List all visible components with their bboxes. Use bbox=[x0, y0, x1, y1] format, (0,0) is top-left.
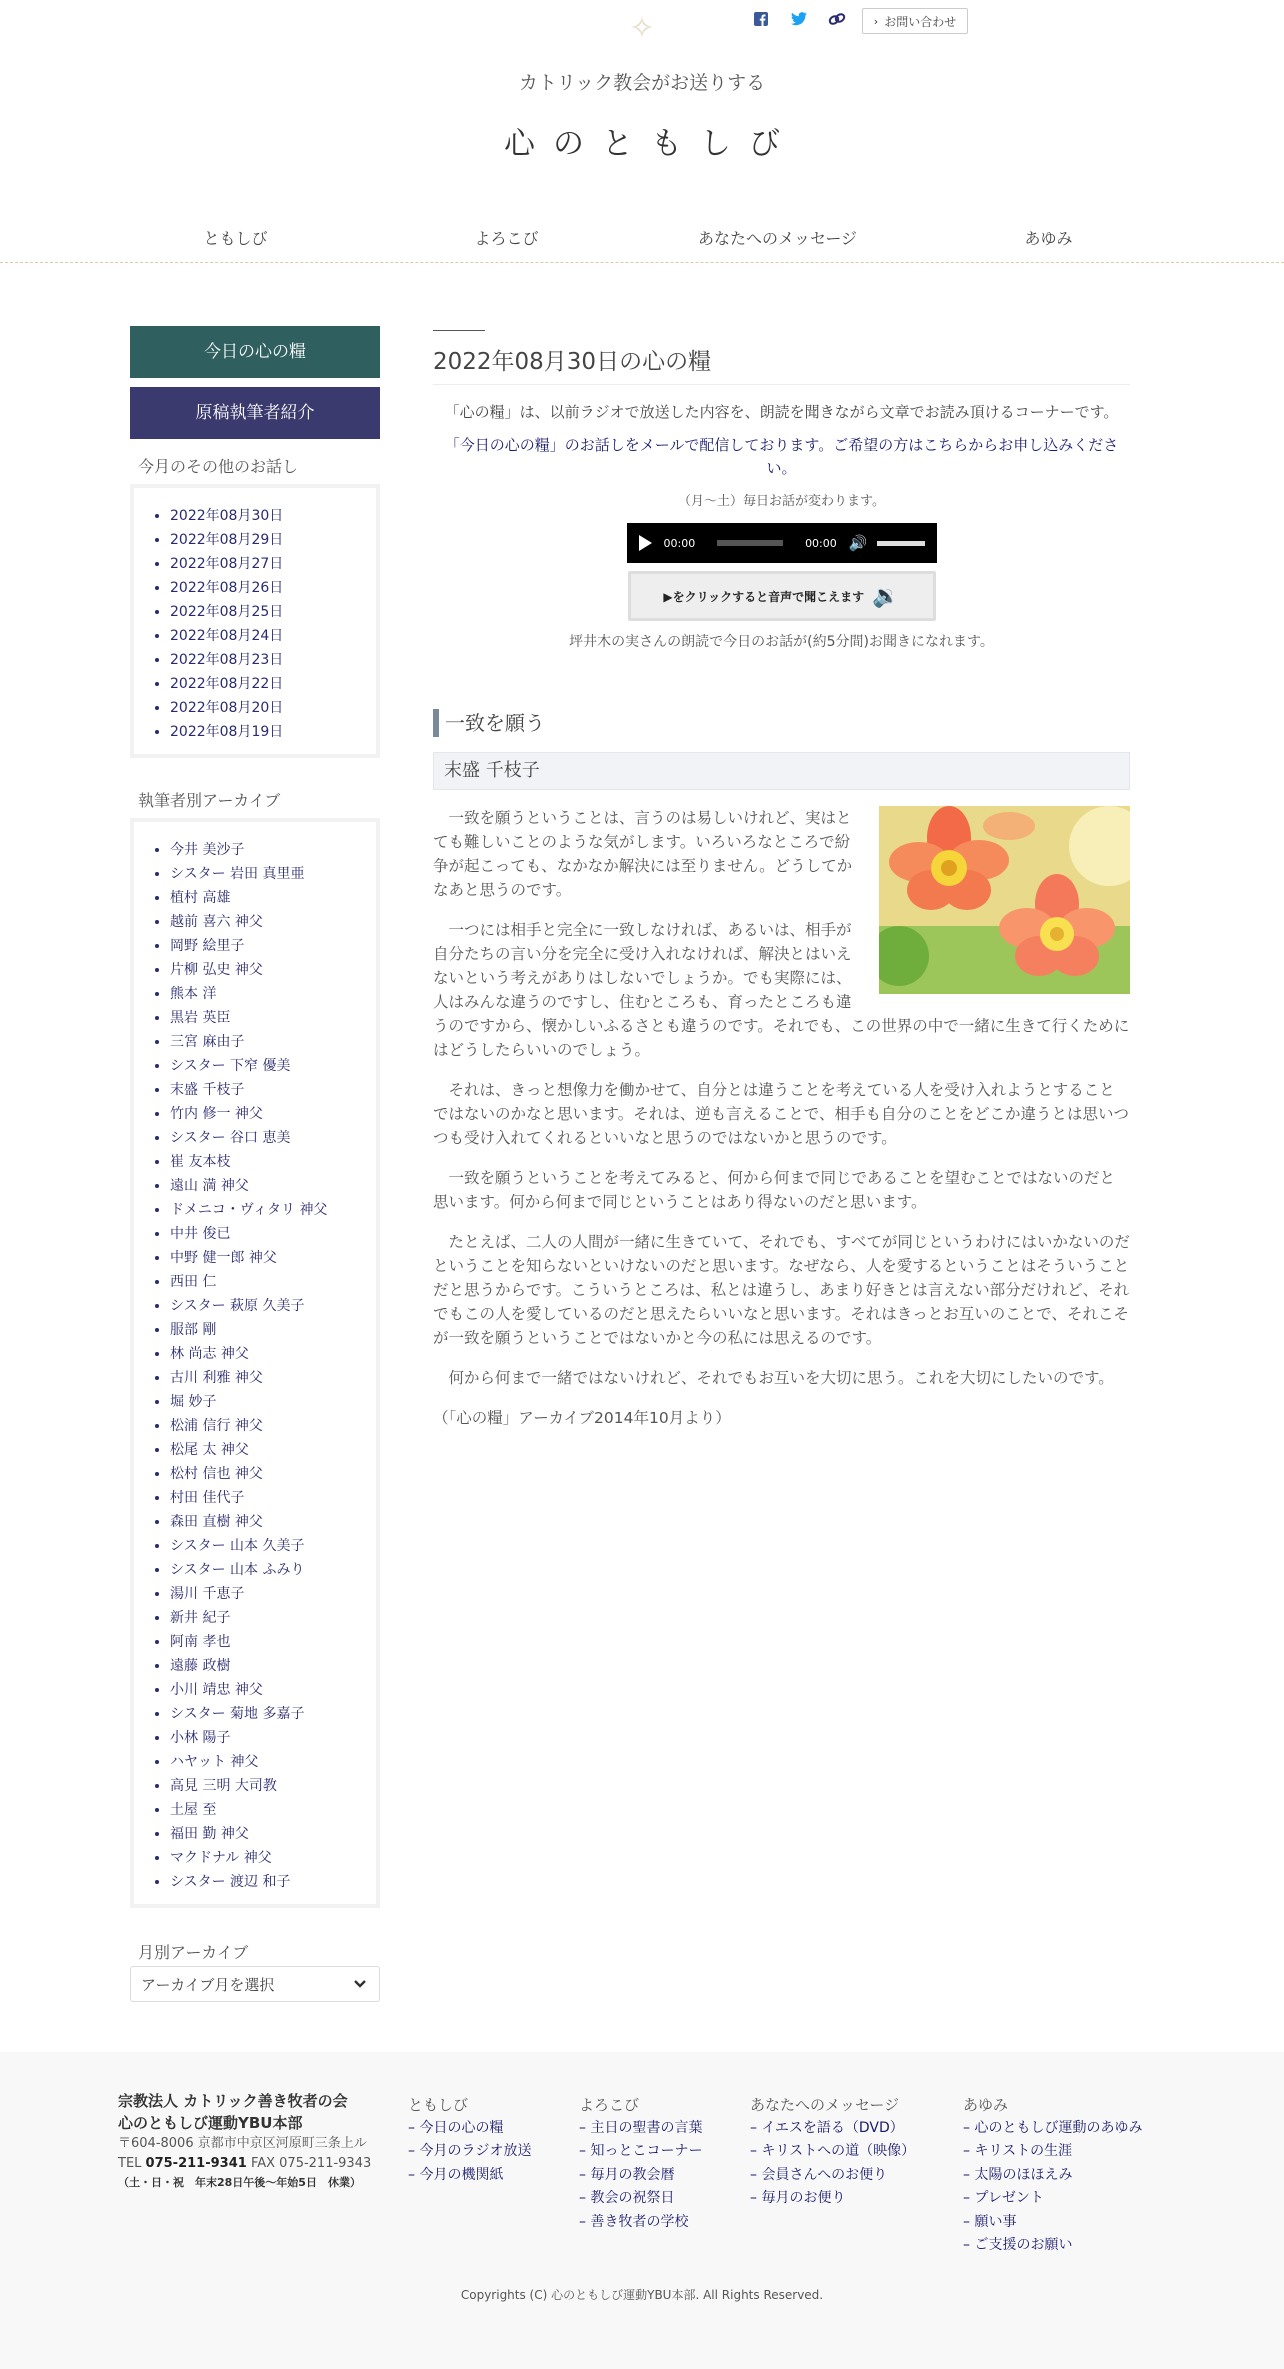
month-list-item-link[interactable]: 2022年08月29日 bbox=[170, 532, 284, 548]
dash-icon: – bbox=[579, 2166, 591, 2183]
author-list-item-link[interactable]: 植村 高雄 bbox=[170, 890, 231, 906]
paragraph: それは、きっと想像力を働かせて、自分とは違うことを考えている人を受け入れようとすることではないのかなと思います。それは、逆も言えることで、相手も自分のことをどこか違うとは思いつつも受け入れてくれるといいなと思うのではないかと思うのです。 bbox=[433, 1081, 1129, 1147]
author-list-item-link[interactable]: 松村 信也 神父 bbox=[170, 1466, 263, 1482]
author-list-item bbox=[170, 1654, 376, 1678]
footer-link-label: 今月の機関紙 bbox=[419, 2166, 504, 2183]
month-list-item bbox=[170, 696, 376, 720]
footer-link-label: ご支援のお願い bbox=[974, 2237, 1073, 2254]
footer-link-item[interactable] bbox=[408, 2164, 531, 2187]
author-list-item bbox=[170, 1006, 376, 1030]
footer-link-item[interactable] bbox=[579, 2164, 702, 2187]
paragraph: 何から何まで一緒ではないけれど、それでもお互いを大切に思う。これを大切にしたいのです。 bbox=[448, 1369, 1114, 1387]
dash-icon: – bbox=[963, 2213, 975, 2230]
month-archive-select-value: アーカイブ月を選択 bbox=[141, 1975, 275, 1994]
footer-link-label: 心のともしび運動のあゆみ bbox=[974, 2120, 1143, 2136]
footer-col-tomoshibi bbox=[408, 2093, 531, 2187]
footer-link-label: 知っとこコーナー bbox=[590, 2143, 703, 2160]
month-list-item-link[interactable]: 2022年08月27日 bbox=[170, 556, 284, 572]
paragraph: 一つには相手と完全に一致しなければ、あるいは、相手が自分たちの言い分を完全に受け入れなければ、解決とはいえないという考えがありはしないでしょうか。でも実際には、人はみんな違うのですし、住むところも、育ったところも違うのですから、懐かしいふるさとも違うのです。それでも、この世界の中で一緒に生きて行くためにはどうしたらいいのでしょう。 bbox=[433, 921, 1130, 1059]
dash-icon: – bbox=[963, 2237, 975, 2254]
author-list-item bbox=[170, 1438, 376, 1462]
author-list-item-link[interactable]: 林 尚志 神父 bbox=[170, 1346, 249, 1362]
author-list-item-link[interactable]: 小川 靖忠 神父 bbox=[170, 1682, 263, 1698]
footer-link-label: 毎月の教会暦 bbox=[590, 2166, 675, 2183]
footer-col-heading: あゆみ bbox=[963, 2096, 1009, 2114]
author-list-item bbox=[170, 1222, 376, 1246]
author-list-item-link[interactable]: 土屋 至 bbox=[170, 1802, 217, 1818]
footer-link-label: 今月のラジオ放送 bbox=[419, 2143, 532, 2160]
author-list-item-link[interactable]: 岡野 絵里子 bbox=[170, 938, 245, 954]
footer-link-label: イエスを語る（DVD） bbox=[761, 2120, 904, 2136]
author-list-item-link[interactable]: 村田 佳代子 bbox=[170, 1490, 245, 1506]
nav-item-ayumi[interactable]: あゆみ bbox=[1024, 229, 1073, 248]
today-kokoro-button[interactable]: 今日の心の糧 bbox=[130, 326, 380, 378]
author-list-item-link[interactable]: シスター 渡辺 和子 bbox=[170, 1874, 291, 1890]
author-list-item-link[interactable]: 遠山 満 神父 bbox=[170, 1178, 249, 1194]
footer-col-heading: ともしび bbox=[408, 2096, 469, 2114]
site-title[interactable]: 心のともしび bbox=[504, 126, 798, 162]
author-list-item bbox=[170, 1342, 376, 1366]
chevron-down-icon bbox=[353, 1979, 367, 1989]
author-list-item bbox=[170, 1726, 376, 1750]
chevron-right-icon: › bbox=[873, 14, 879, 28]
org-sub: 心のともしび運動YBU本部 bbox=[118, 2114, 303, 2132]
author-list-item bbox=[170, 934, 376, 958]
dash-icon: – bbox=[408, 2120, 420, 2136]
author-list-item-link[interactable]: 西田 仁 bbox=[170, 1274, 217, 1290]
title-rule bbox=[433, 330, 485, 331]
author-list-item bbox=[170, 1702, 376, 1726]
author-list-item-link[interactable]: シスター 山本 久美子 bbox=[170, 1538, 305, 1554]
author-list-item bbox=[170, 1150, 376, 1174]
author-list-item-link[interactable]: 松浦 信行 神父 bbox=[170, 1418, 263, 1434]
author-list-item bbox=[170, 1822, 376, 1846]
footer-link-item[interactable] bbox=[408, 2117, 531, 2140]
author-list-item-link[interactable]: 小林 陽子 bbox=[170, 1730, 231, 1746]
author-list-item bbox=[170, 886, 376, 910]
author-list-item-link[interactable]: 森田 直樹 神父 bbox=[170, 1514, 263, 1530]
nav-item-tomoshibi[interactable]: ともしび bbox=[203, 229, 268, 248]
author-list-item-link[interactable]: マクドナル 神父 bbox=[170, 1850, 272, 1866]
volume-icon[interactable]: 🔊 bbox=[848, 534, 868, 552]
section-title: 一致を願う bbox=[433, 709, 1130, 737]
author-name: 末盛 千枝子 bbox=[433, 752, 1130, 790]
author-list-item bbox=[170, 1390, 376, 1414]
month-list-item-link[interactable]: 2022年08月23日 bbox=[170, 652, 284, 668]
author-list-item-link[interactable]: 遠藤 政樹 bbox=[170, 1658, 231, 1674]
tel-number[interactable]: 075-211-9341 bbox=[145, 2156, 247, 2171]
global-nav bbox=[100, 222, 1184, 256]
author-list-item-link[interactable]: シスター 菊地 多嘉子 bbox=[170, 1706, 305, 1722]
intro-text: 「心の糧」は、以前ラジオで放送した内容を、朗読を聞きながら文章でお読み頂けるコーナーです。 bbox=[444, 403, 1119, 421]
month-list-item bbox=[170, 528, 376, 552]
author-list-item-link[interactable]: 古川 利雅 神父 bbox=[170, 1370, 263, 1386]
author-list-item-link[interactable]: 今井 美沙子 bbox=[170, 842, 245, 858]
footer-link-item[interactable] bbox=[963, 2211, 1142, 2234]
footer-link-item[interactable] bbox=[579, 2187, 702, 2210]
dash-icon: – bbox=[579, 2120, 591, 2136]
paragraph: たとえば、二人の人間が一緒に生きていて、それでも、すべてが同じというわけにはいかないのだということを知らないといけないのだと思います。なぜなら、人を愛するということはそういうことだと思うからです。こういうところは、私とは違うし、あまり好きとは言えない部分だけれど、それでもこの人を愛しているのだと思えたらいいなと思います。それはきっとお互いのことで、それこそが一致を願うということではないかと今の私には思えるのです。 bbox=[433, 1233, 1130, 1347]
author-archive-list bbox=[130, 818, 380, 1908]
author-list-item bbox=[170, 1030, 376, 1054]
author-list-item-link[interactable]: ドメニコ・ヴィタリ 神父 bbox=[170, 1202, 328, 1218]
footer-col-heading: よろこび bbox=[579, 2096, 640, 2114]
copyright: Copyrights (C) 心のともしび運動YBU本部. All Rights Reserved. bbox=[460, 2288, 824, 2302]
month-list-item bbox=[170, 720, 376, 744]
author-list-item bbox=[170, 958, 376, 982]
footer-col-message bbox=[750, 2093, 915, 2211]
audio-player bbox=[627, 523, 937, 563]
star-ornament-icon: ✧ bbox=[629, 11, 655, 46]
author-list-item-link[interactable]: シスター 下窄 優美 bbox=[170, 1058, 291, 1074]
nav-item-message[interactable]: あなたへのメッセージ bbox=[697, 229, 858, 248]
month-archive-heading: 月別アーカイブ bbox=[138, 1943, 249, 1962]
author-list-item-link[interactable]: 竹内 修一 神父 bbox=[170, 1106, 263, 1122]
facebook-icon[interactable] bbox=[750, 8, 772, 30]
audio-progress-bar[interactable] bbox=[717, 540, 783, 546]
month-list-item bbox=[170, 600, 376, 624]
footer-link-label: 願い事 bbox=[974, 2213, 1017, 2230]
author-list-item-link[interactable]: 高見 三明 大司教 bbox=[170, 1778, 277, 1794]
author-list-item-link[interactable]: 新井 紀子 bbox=[170, 1610, 231, 1626]
author-list-item bbox=[170, 1798, 376, 1822]
author-list-item-link[interactable]: シスター 山本 ふみり bbox=[170, 1562, 305, 1578]
author-list-item-link[interactable]: 堀 妙子 bbox=[170, 1394, 217, 1410]
footer-link-item[interactable] bbox=[750, 2117, 915, 2140]
author-list-item bbox=[170, 1750, 376, 1774]
contact-button[interactable] bbox=[862, 8, 968, 34]
author-list-item bbox=[170, 1366, 376, 1390]
month-list-item bbox=[170, 624, 376, 648]
footer-col-heading: あなたへのメッセージ bbox=[750, 2096, 900, 2114]
author-list-item-link[interactable]: 片柳 弘史 神父 bbox=[170, 962, 263, 978]
author-list-item bbox=[170, 838, 376, 862]
month-other-list bbox=[130, 484, 380, 758]
author-list-item-link[interactable]: 阿南 孝也 bbox=[170, 1634, 231, 1650]
author-list-item bbox=[170, 1870, 376, 1894]
author-list-item bbox=[170, 1846, 376, 1870]
footer-link-item[interactable] bbox=[579, 2140, 702, 2163]
footer-link-item[interactable] bbox=[579, 2211, 702, 2234]
dash-icon: – bbox=[963, 2143, 975, 2160]
month-list-item-link[interactable]: 2022年08月26日 bbox=[170, 580, 284, 596]
listen-banner-label: ▶をクリックすると音声で聞こえます bbox=[663, 589, 865, 604]
footer bbox=[0, 2052, 1284, 2369]
footer-link-item[interactable] bbox=[963, 2187, 1142, 2210]
footer-link-item[interactable] bbox=[750, 2187, 915, 2210]
month-list-item-link[interactable]: 2022年08月30日 bbox=[170, 508, 284, 524]
nav-divider bbox=[0, 262, 1284, 263]
author-list-item-link[interactable]: シスター 岩田 真里亜 bbox=[170, 866, 305, 882]
author-list-item-link[interactable]: 松尾 太 神父 bbox=[170, 1442, 249, 1458]
month-list-item bbox=[170, 648, 376, 672]
author-list-item bbox=[170, 1534, 376, 1558]
month-list-item-link[interactable]: 2022年08月22日 bbox=[170, 676, 284, 692]
author-list-item bbox=[170, 1606, 376, 1630]
site-subtitle: カトリック教会がお送りする bbox=[518, 72, 766, 94]
author-list-item-link[interactable]: 末盛 千枝子 bbox=[170, 1082, 245, 1098]
author-list-item-link[interactable]: 黒岩 英臣 bbox=[170, 1010, 231, 1026]
author-list-item-link[interactable]: 越前 喜六 神父 bbox=[170, 914, 263, 930]
author-list-item bbox=[170, 1462, 376, 1486]
footer-link-label: 太陽のほほえみ bbox=[974, 2166, 1073, 2183]
author-list-item bbox=[170, 1174, 376, 1198]
dash-icon: – bbox=[750, 2166, 762, 2183]
dash-icon: – bbox=[750, 2190, 762, 2207]
listen-banner[interactable] bbox=[628, 571, 936, 621]
footer-link-label: 善き牧者の学校 bbox=[590, 2213, 689, 2230]
total-time: 00:00 bbox=[805, 536, 837, 550]
contact-button-label: お問い合わせ bbox=[884, 14, 957, 29]
footer-link-label: 会員さんへのお便り bbox=[761, 2166, 888, 2183]
footer-col-yorokobi bbox=[579, 2093, 702, 2234]
author-archive-heading: 執筆者別アーカイブ bbox=[138, 791, 281, 810]
dash-icon: – bbox=[963, 2120, 975, 2136]
author-list-item-link[interactable]: 中井 俊已 bbox=[170, 1226, 231, 1242]
footer-link-label: 教会の祝祭日 bbox=[590, 2190, 675, 2207]
author-list-item-link[interactable]: 中野 健一郎 神父 bbox=[170, 1250, 277, 1266]
author-list-item-link[interactable]: 熊本 洋 bbox=[170, 986, 217, 1002]
footer-link-item[interactable] bbox=[579, 2117, 702, 2140]
mail-subscribe-link[interactable]: 「今日の心の糧」のお話しをメールで配信しております。ご希望の方はこちらからお申し込みください。 bbox=[444, 436, 1119, 477]
current-time: 00:00 bbox=[663, 536, 696, 550]
month-list-item bbox=[170, 576, 376, 600]
author-list-item bbox=[170, 1102, 376, 1126]
footer-link-item[interactable] bbox=[963, 2164, 1142, 2187]
footer-link-label: 主日の聖書の言葉 bbox=[590, 2120, 703, 2136]
month-list-item bbox=[170, 504, 376, 528]
flower-photo bbox=[879, 806, 1130, 994]
dash-icon: – bbox=[408, 2143, 420, 2160]
author-list-item bbox=[170, 1774, 376, 1798]
footer-link-item[interactable] bbox=[963, 2140, 1142, 2163]
footer-link-item[interactable] bbox=[963, 2234, 1142, 2257]
reader-note: 坪井木の実さんの朗読で今日のお話が(約5分間)お聞きになれます。 bbox=[569, 634, 994, 650]
main-content bbox=[433, 330, 1130, 1446]
fax-number: FAX 075-211-9343 bbox=[250, 2156, 372, 2171]
dash-icon: – bbox=[579, 2143, 591, 2160]
author-list-item-link[interactable]: 福田 勤 神父 bbox=[170, 1826, 249, 1842]
paragraph: 一致を願うということは、言うのは易しいけれど、実はとても難しいことのような気がします。いろいろなところで紛争が起こっても、なかなか解決には至りません。どうしてかなあと思うのです。 bbox=[433, 809, 853, 899]
office-hours: （土・日・祝 年末28日午後〜年始5日 休業） bbox=[118, 2176, 361, 2189]
author-list-item bbox=[170, 910, 376, 934]
author-list-item-link[interactable]: 崔 友本枝 bbox=[170, 1154, 231, 1170]
author-list-item bbox=[170, 1246, 376, 1270]
org-name: 宗教法人 カトリック善き牧者の会 bbox=[118, 2092, 348, 2110]
article-body bbox=[433, 806, 1130, 1430]
author-list-item-link[interactable]: 服部 剛 bbox=[170, 1322, 217, 1338]
author-list-item-link[interactable]: シスター 谷口 恵美 bbox=[170, 1130, 291, 1146]
month-list-item bbox=[170, 552, 376, 576]
footer-link-label: プレゼント bbox=[974, 2190, 1044, 2207]
social-links bbox=[750, 8, 864, 30]
dash-icon: – bbox=[408, 2166, 420, 2183]
month-list-item-link[interactable]: 2022年08月20日 bbox=[170, 700, 284, 716]
author-list-item bbox=[170, 1630, 376, 1654]
author-list-item bbox=[170, 1582, 376, 1606]
author-list-item-link[interactable]: 湯川 千恵子 bbox=[170, 1586, 245, 1602]
dash-icon: – bbox=[750, 2120, 762, 2136]
dash-icon: – bbox=[579, 2190, 591, 2207]
dash-icon: – bbox=[750, 2143, 762, 2160]
footer-link-item[interactable] bbox=[963, 2117, 1142, 2140]
author-list-item bbox=[170, 1126, 376, 1150]
footer-link-label: キリストの生涯 bbox=[974, 2143, 1073, 2160]
author-list-item bbox=[170, 862, 376, 886]
footer-link-item[interactable] bbox=[408, 2140, 531, 2163]
author-list-item bbox=[170, 1054, 376, 1078]
footer-col-ayumi bbox=[963, 2093, 1142, 2257]
author-list-item-link[interactable]: ハヤット 神父 bbox=[170, 1754, 259, 1770]
footer-link-item[interactable] bbox=[750, 2140, 915, 2163]
author-list-item bbox=[170, 1078, 376, 1102]
author-list-item bbox=[170, 1678, 376, 1702]
author-list-item bbox=[170, 1414, 376, 1438]
author-list-item bbox=[170, 1270, 376, 1294]
dash-icon: – bbox=[963, 2190, 975, 2207]
author-list-item-link[interactable]: シスター 萩原 久美子 bbox=[170, 1298, 305, 1314]
month-list-item-link[interactable]: 2022年08月19日 bbox=[170, 724, 284, 740]
month-list-item-link[interactable]: 2022年08月24日 bbox=[170, 628, 284, 644]
footer-link-label: 毎月のお便り bbox=[761, 2190, 846, 2207]
speaker-icon: 🔉 bbox=[872, 583, 900, 609]
link-icon[interactable] bbox=[826, 8, 848, 30]
page-title: 2022年08月30日の心の糧 bbox=[433, 343, 1130, 385]
writers-intro-button[interactable]: 原稿執筆者紹介 bbox=[130, 387, 380, 439]
volume-slider[interactable] bbox=[877, 541, 924, 546]
org-phone: TEL 075-211-9341 FAX 075-211-9343 bbox=[118, 2156, 372, 2171]
nav-item-yorokobi[interactable]: よろこび bbox=[474, 229, 539, 248]
author-list-item bbox=[170, 1486, 376, 1510]
author-list-item bbox=[170, 1294, 376, 1318]
author-list-item bbox=[170, 1318, 376, 1342]
footer-link-label: キリストへの道（映像） bbox=[761, 2143, 916, 2160]
month-list-item-link[interactable]: 2022年08月25日 bbox=[170, 604, 284, 620]
paragraph: 一致を願うということを考えてみると、何から何まで同じであることを望むことではないのだと思います。何から何まで同じということはあり得ないのだと思います。 bbox=[433, 1169, 1116, 1211]
author-list-item bbox=[170, 1558, 376, 1582]
twitter-icon[interactable] bbox=[788, 8, 810, 30]
sidebar bbox=[130, 326, 380, 2002]
play-icon[interactable] bbox=[639, 535, 652, 551]
author-list-item bbox=[170, 1198, 376, 1222]
author-list-item bbox=[170, 982, 376, 1006]
footer-link-label: 今日の心の糧 bbox=[419, 2120, 504, 2136]
footer-org-info bbox=[118, 2090, 388, 2192]
month-archive-select[interactable] bbox=[130, 1966, 380, 2002]
month-list-item bbox=[170, 672, 376, 696]
author-list-item-link[interactable]: 三宮 麻由子 bbox=[170, 1034, 245, 1050]
dash-icon: – bbox=[963, 2166, 975, 2183]
dash-icon: – bbox=[579, 2213, 591, 2230]
footer-link-item[interactable] bbox=[750, 2164, 915, 2187]
source-note: （「心の糧」アーカイブ2014年10月より） bbox=[433, 1409, 731, 1427]
schedule-note: （月～土）毎日お話が変わります。 bbox=[678, 494, 885, 509]
org-address: 〒604-8006 京都市中京区河原町三条上ル bbox=[118, 2136, 367, 2151]
month-other-heading: 今月のその他のお話し bbox=[138, 457, 299, 476]
author-list-item bbox=[170, 1510, 376, 1534]
